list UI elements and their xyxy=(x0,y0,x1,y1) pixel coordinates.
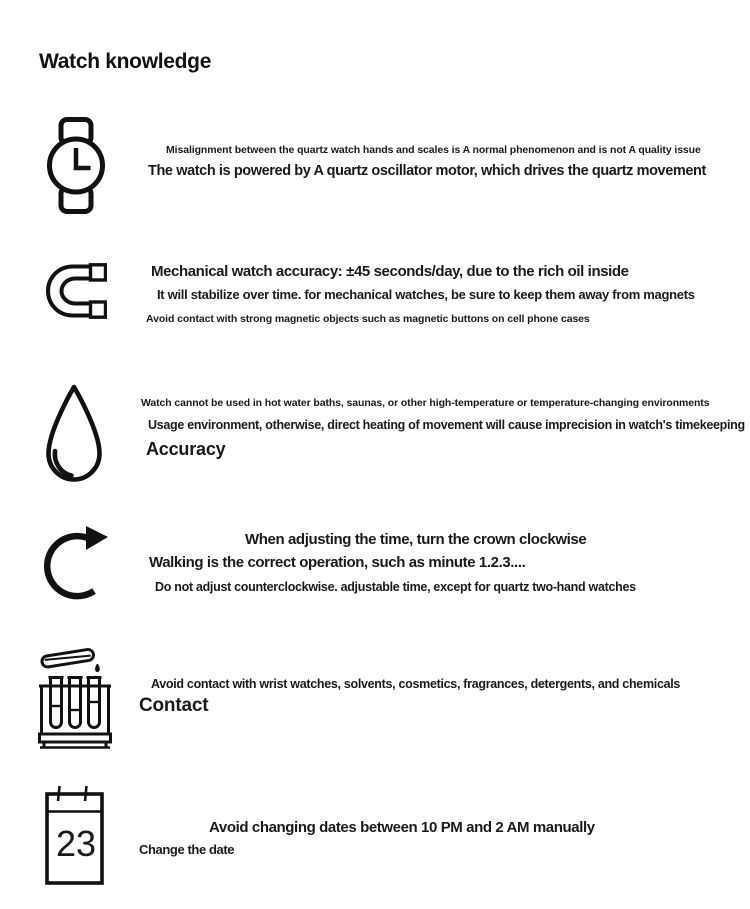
note-avoid-chemicals: Avoid contact with wrist watches, solvents, cosmetics, fragrances, detergents, and chemicals xyxy=(151,677,681,691)
section-quartz-movement xyxy=(0,116,750,260)
note-walking-correct: Walking is the correct operation, such as minute 1.2.3.... xyxy=(149,554,526,571)
section-crown-adjust xyxy=(0,524,750,645)
section-magnetism xyxy=(0,260,750,382)
note-avoid-magnets: Avoid contact with strong magnetic objects such as magnetic buttons on cell phone cases xyxy=(146,313,590,325)
magnet-icon xyxy=(45,263,107,319)
note-misalignment: Misalignment between the quartz watch hands and scales is A normal phenomenon and is not A quality issue xyxy=(166,144,701,156)
test-tubes-icon xyxy=(38,646,114,750)
label-change-the-date: Change the date xyxy=(139,842,235,857)
note-no-counterclockwise: Do not adjust counterclockwise. adjustable time, except for quartz two-hand watches xyxy=(155,580,636,594)
calendar-icon xyxy=(45,785,105,886)
note-quartz-motor: The watch is powered by A quartz oscillator motor, which drives the quartz movement xyxy=(148,163,706,179)
note-stabilize: It will stabilize over time. for mechanical watches, be sure to keep them away from magnets xyxy=(157,287,695,302)
section-date-change xyxy=(0,785,750,909)
note-avoid-date-change: Avoid changing dates between 10 PM and 2 AM manually xyxy=(209,819,595,836)
label-contact: Contact xyxy=(139,695,209,716)
section-chemicals xyxy=(0,645,750,785)
water-drop-icon xyxy=(42,383,106,482)
page-title: Watch knowledge xyxy=(39,50,212,74)
wristwatch-icon xyxy=(45,117,107,214)
section-temperature xyxy=(0,382,750,524)
clockwise-arrow-icon xyxy=(44,524,114,604)
note-mechanical-accuracy: Mechanical watch accuracy: ±45 seconds/day, due to the rich oil inside xyxy=(151,263,629,280)
note-hot-water: Watch cannot be used in hot water baths, saunas, or other high-temperature or temperature-changing environments xyxy=(141,397,710,409)
note-turn-clockwise: When adjusting the time, turn the crown clockwise xyxy=(245,531,587,548)
calendar-day-number: 23 xyxy=(56,823,97,864)
label-accuracy: Accuracy xyxy=(146,439,226,459)
note-usage-environment: Usage environment, otherwise, direct heating of movement will cause imprecision in watch's timekeeping xyxy=(148,418,745,432)
